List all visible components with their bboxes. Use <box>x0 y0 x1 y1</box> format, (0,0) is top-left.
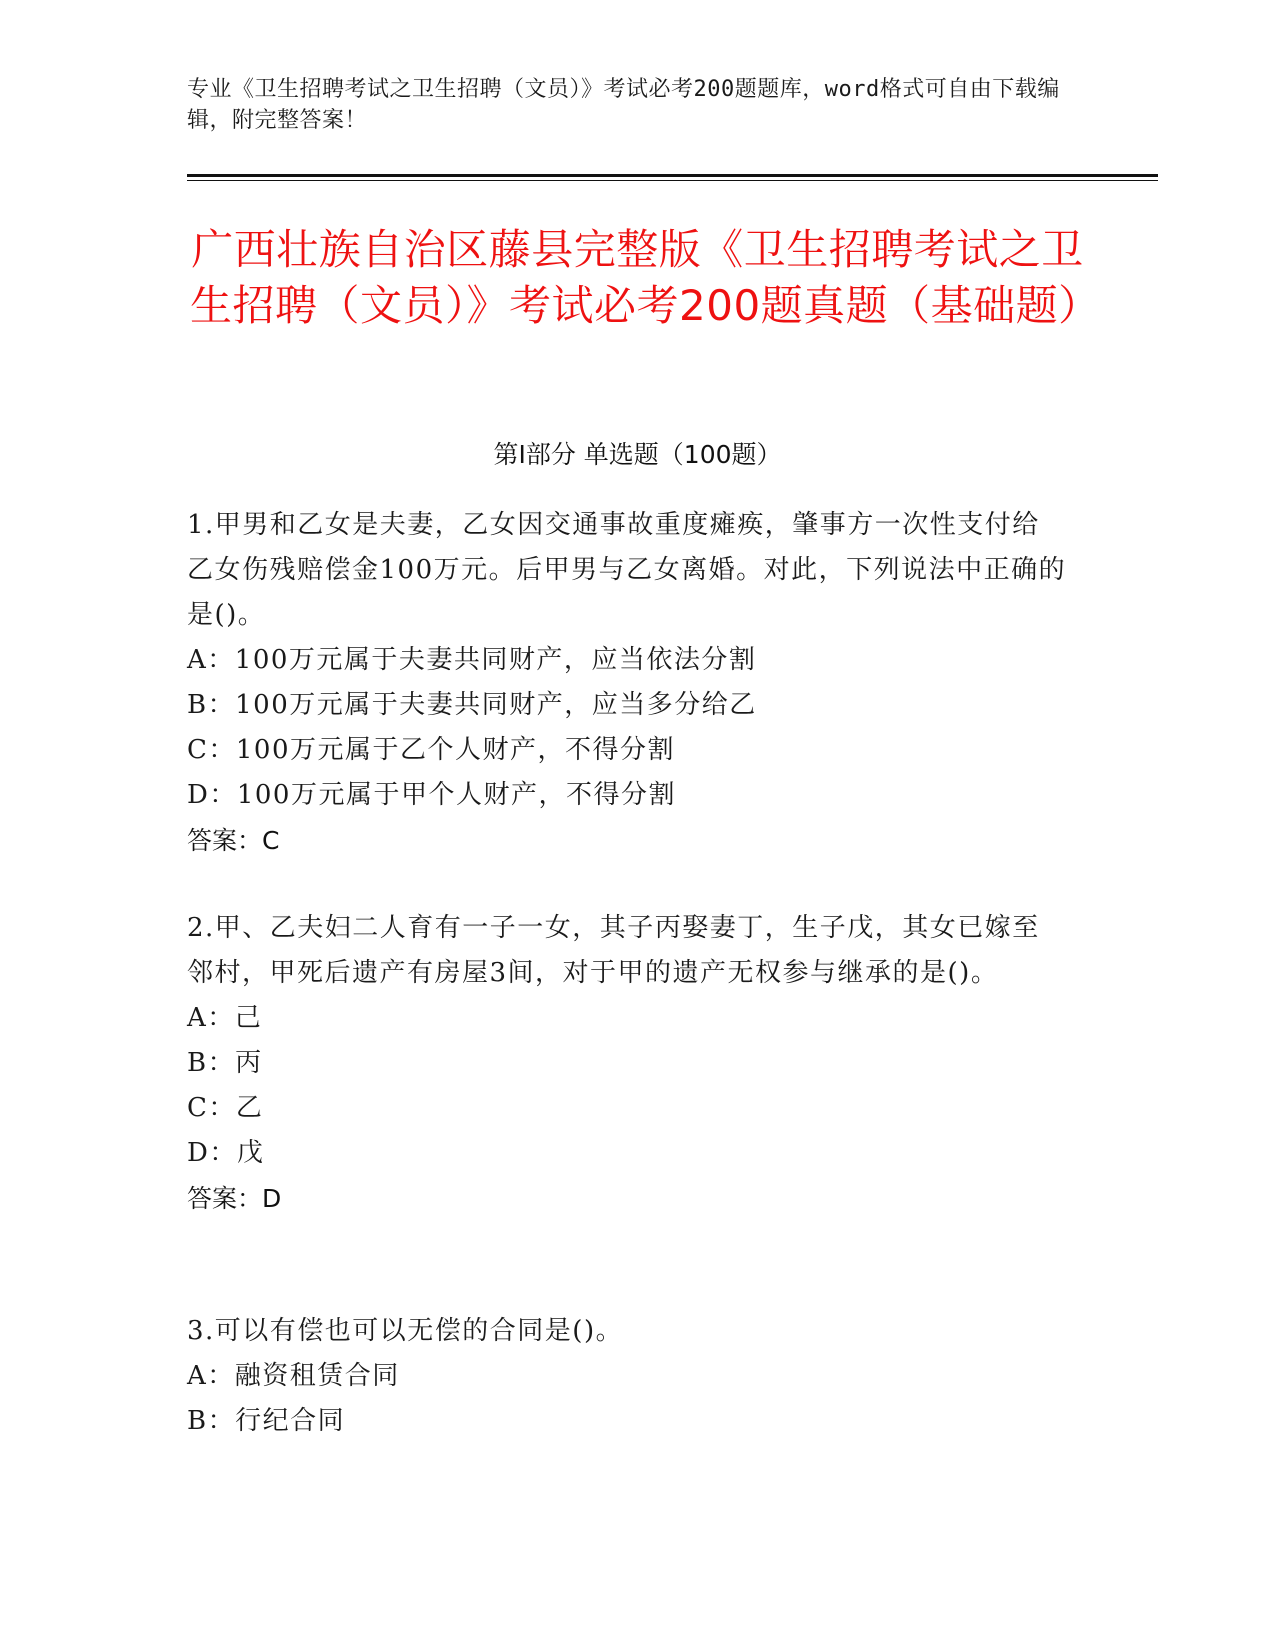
option-b: B：行纪合同 <box>187 1406 346 1436</box>
option-a: A：融资租赁合同 <box>187 1361 400 1391</box>
option-a: A：己 <box>187 1003 263 1033</box>
option-c: C：乙 <box>187 1093 264 1123</box>
header-rule-thick <box>187 174 1158 177</box>
question-1 <box>187 503 1067 863</box>
document-title: 广西壮族自治区藤县完整版《卫生招聘考试之卫生招聘（文员）》考试必考200题真题（基础题） <box>190 225 1101 330</box>
question-2 <box>187 906 1067 1221</box>
header-note: 专业《卫生招聘考试之卫生招聘（文员）》考试必考200题题库，word格式可自由下载编辑，附完整答案！ <box>187 77 1060 133</box>
question-text: 2.甲、乙夫妇二人育有一子一女，其子丙娶妻丁，生子戊，其女已嫁至邻村，甲死后遗产有房屋3间，对于甲的遗产无权参与继承的是()。 <box>187 913 1040 988</box>
answer: 答案：C <box>187 826 280 855</box>
header-rule-thin <box>187 180 1158 181</box>
option-b: B：丙 <box>187 1048 263 1078</box>
option-a: A：100万元属于夫妻共同财产，应当依法分割 <box>187 645 757 675</box>
question-text: 1.甲男和乙女是夫妻，乙女因交通事故重度瘫痪，肇事方一次性支付给乙女伤残赔偿金100万元。后甲男与乙女离婚。对此，下列说法中正确的是()。 <box>187 510 1067 630</box>
option-b: B：100万元属于夫妻共同财产，应当多分给乙 <box>187 690 757 720</box>
option-d: D：100万元属于甲个人财产，不得分割 <box>187 780 676 810</box>
answer: 答案：D <box>187 1184 282 1213</box>
question-text: 3.可以有偿也可以无偿的合同是()。 <box>187 1316 624 1346</box>
option-c: C：100万元属于乙个人财产，不得分割 <box>187 735 676 765</box>
section-heading: 第Ⅰ部分 单选题（100题） <box>493 440 782 469</box>
question-3 <box>187 1309 1067 1444</box>
option-d: D：戊 <box>187 1138 265 1168</box>
